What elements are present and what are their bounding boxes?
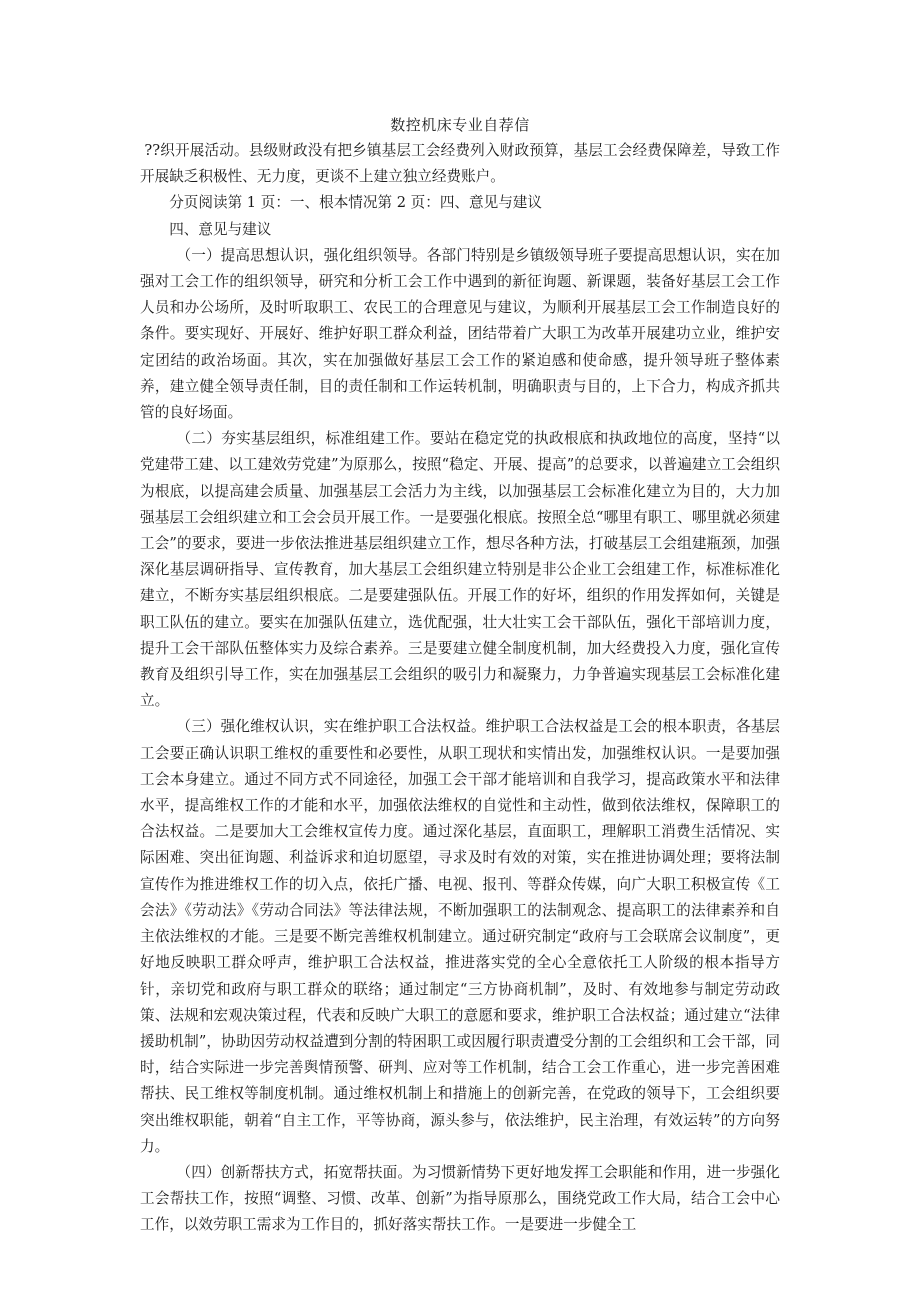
paragraph-section-3: （三）强化维权认识，实在维护职工合法权益。维护职工合法权益是工会的根本职责，各基层工会要正确认识职工维权的重要性和必要性，从职工现状和实情出发，加强维权认识。一是要加强工会本身建立。通过不同方式不同途径，加强工会干部才能培训和自我学习，提高政策水平和法律水平，提高维权工作的才能和水平，加强依法维权的自觉性和主动性，做到依法维权，保障职工的合法权益。二是要加大工会维权宣传力度。通过深化基层，直面职工，理解职工消费生活情况、实际困难、突出征询题、利益诉求和迫切愿望，寻求及时有效的对策，实在推进协调处理；要将法制宣传作为推进维权工作的切入点，依托广播、电视、报刊、等群众传媒，向广大职工积极宣传《工会法》《劳动法》《劳动合同法》等法律法规，不断加强职工的法制观念、提高职工的法律素养和自主依法维权的才能。三是要不断完善维权机制建立。通过研究制定“政府与工会联席会议制度”，更好地反映职工群众呼声，维护职工合法权益，推进落实党的全心全意依托工人阶级的根本指导方针，亲切党和政府与职工群众的联络；通过制定“三方协商机制”，及时、有效地参与制定劳动政策、法规和宏观决策过程，代表和反映广大职工的意愿和要求，维护职工合法权益；通过建立“法律援助机制”，协助因劳动权益遭到分割的特困职工或因履行职责遭受分割的工会组织和工会干部，同时，结合实际进一步完善舆情预警、研判、应对等工作机制，结合工会工作重心，进一步完善困难帮扶、民工维权等制度机制。通过维权机制上和措施上的创新完善，在党政的领导下，工会组织要突出维权职能，朝着“自主工作，平等协商，源头参与，依法维护，民主治理，有效运转”的方向努力。 — [140, 718, 780, 1155]
paragraph-section-2: （二）夯实基层组织，标准组建工作。要站在稳定党的执政根底和执政地位的高度，坚持“以党建带工建、以工建效劳党建”为原那么，按照“稳定、开展、提高”的总要求，以普遍建立工会组织为根底，以提高建会质量、加强基层工会活力为主线，以加强基层工会标准化建立为目的，大力加强基层工会组织建立和工会会员开展工作。一是要强化根底。按照全总“哪里有职工、哪里就必须建工会”的要求，要进一步依法推进基层组织建立工作，想尽各种方法，打破基层工会组建瓶颈，加强深化基层调研指导、宣传教育，加大基层工会组织建立特别是非公企业工会组建工作，标准标准化建立，不断夯实基层组织根底。二是要建强队伍。开展工作的好坏，组织的作用发挥如何，关键是职工队伍的建立。要实在加强队伍建立，选优配强，壮大壮实工会干部队伍，强化干部培训力度，提升工会干部队伍整体实力及综合素养。三是要建立健全制度机制，加大经费投入力度，强化宣传教育及组织引导工作，实在加强基层工会组织的吸引力和凝聚力，力争普遍实现基层工会标准化建立。 — [140, 430, 780, 710]
paragraph-section-4: （四）创新帮扶方式，拓宽帮扶面。为习惯新情势下更好地发挥工会职能和作用，进一步强化工会帮扶工作，按照“调整、习惯、改革、创新”为指导原那么，围绕党政工作大局，结合工会中心工作，以效劳职工需求为工作目的，抓好落实帮扶工作。一是要进一步健全工 — [140, 1163, 780, 1234]
document-title: 数控机床专业自荐信 — [390, 116, 530, 134]
paragraph-page-nav: 分页阅读第 1 页：一、根本情况第 2 页：四、意见与建议 — [169, 194, 542, 212]
paragraph-section-1: （一）提高思想认识，强化组织领导。各部门特别是乡镇级领导班子要提高思想认识，实在加强对工会工作的组织领导，研究和分析工会工作中遇到的新征询题、新课题，装备好基层工会工作人员和办公场所，及时听取职工、农民工的合理意见与建议，为顺利开展基层工会工作制造良好的条件。要实现好、开展好、维护好职工群众利益，团结带着广大职工为改革开展建功立业，维护安定团结的政治场面。其次，实在加强做好基层工会工作的紧迫感和使命感，提升领导班子整体素养，建立健全领导责任制，目的责任制和工作运转机制，明确职责与目的，上下合力，构成齐抓共管的良好场面。 — [140, 246, 780, 422]
document-page — [140, 112, 780, 1239]
paragraph-intro: ??织开展活动。县级财政没有把乡镇基层工会经费列入财政预算，基层工会经费保障差，导致工作开展缺乏积极性、无力度，更谈不上建立独立经费账户。 — [140, 142, 780, 186]
section-heading: 四、意见与建议 — [169, 220, 272, 238]
